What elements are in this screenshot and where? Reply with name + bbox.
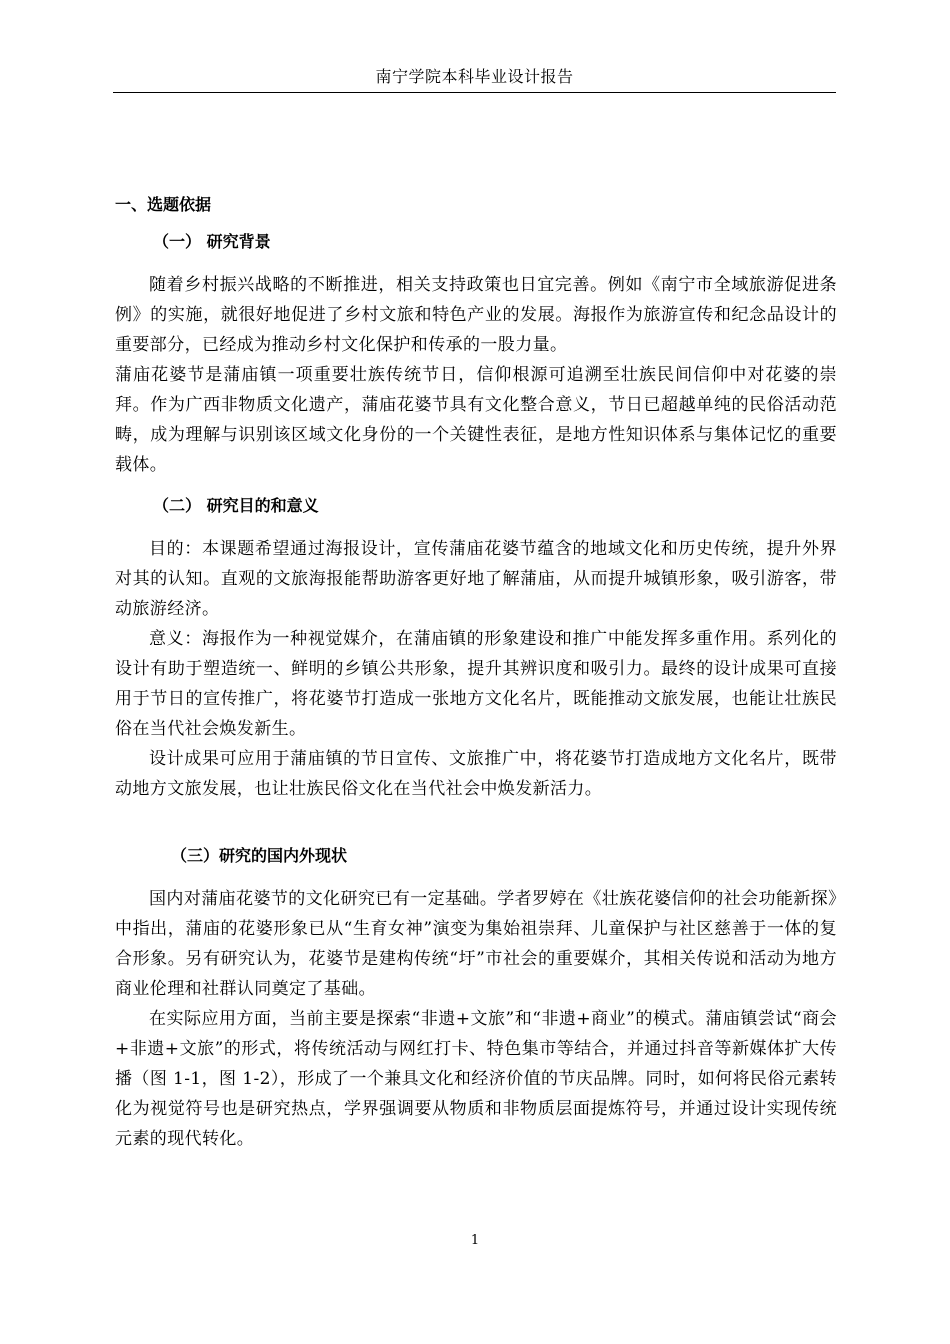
- paragraph-background-2: 蒲庙花婆节是蒲庙镇一项重要壮族传统节日，信仰根源可追溯至壮族民间信仰中对花婆的崇拜。作为广西非物质文化遗产，蒲庙花婆节具有文化整合意义，节日已超越单纯的民俗活动范畴，成为理解与识别该区域文化身份的一个关键性表征，是地方性知识体系与集体记忆的重要载体。: [115, 365, 837, 475]
- subsection-heading-purpose: （二） 研究目的和意义: [153, 496, 319, 515]
- subsection-heading-status: （三）研究的国内外现状: [171, 846, 348, 865]
- subsection-heading-background: （一） 研究背景: [153, 232, 271, 251]
- paragraph-practical-application: 在实际应用方面，当前主要是探索“非遗+文旅”和“非遗+商业”的模式。蒲庙镇尝试“商会+非遗+文旅”的形式，将传统活动与网红打卡、特色集市等结合，并通过抖音等新媒体扩大传播（图 1-1，图 1-2），形成了一个兼具文化和经济价值的节庆品牌。同时，如何将民俗元素转化为视觉符号也是研究热点，学界强调要从物质和非物质层面提炼符号，并通过设计实现传统元素的现代转化。: [115, 1009, 837, 1149]
- paragraph-domestic-research: 国内对蒲庙花婆节的文化研究已有一定基础。学者罗婷在《壮族花婆信仰的社会功能新探》中指出，蒲庙的花婆形象已从“生育女神”演变为集始祖崇拜、儿童保护与社区慈善于一体的复合形象。另有研究认为，花婆节是建构传统“圩”市社会的重要媒介，其相关传说和活动为地方商业伦理和社群认同奠定了基础。: [115, 889, 837, 999]
- header-rule: [113, 92, 836, 93]
- paragraph-application: 设计成果可应用于蒲庙镇的节日宣传、文旅推广中，将花婆节打造成地方文化名片，既带动地方文旅发展，也让壮族民俗文化在当代社会中焕发新活力。: [115, 749, 837, 799]
- page-body: [115, 191, 837, 1154]
- page-header-title: 南宁学院本科毕业设计报告: [375, 67, 574, 86]
- section-heading-basis: 一、选题依据: [115, 195, 212, 214]
- paragraph-background-1: 随着乡村振兴战略的不断推进，相关支持政策也日宜完善。例如《南宁市全域旅游促进条例》的实施，就很好地促进了乡村文旅和特色产业的发展。海报作为旅游宣传和纪念品设计的重要部分，已经成为推动乡村文化保护和传承的一股力量。: [115, 275, 837, 355]
- page-number: 1: [470, 1233, 480, 1248]
- paragraph-purpose: 目的：本课题希望通过海报设计，宣传蒲庙花婆节蕴含的地域文化和历史传统，提升外界对其的认知。直观的文旅海报能帮助游客更好地了解蒲庙，从而提升城镇形象，吸引游客，带动旅游经济。: [115, 539, 837, 619]
- paragraph-significance: 意义：海报作为一种视觉媒介，在蒲庙镇的形象建设和推广中能发挥多重作用。系列化的设计有助于塑造统一、鲜明的乡镇公共形象，提升其辨识度和吸引力。最终的设计成果可直接用于节日的宣传推广，将花婆节打造成一张地方文化名片，既能推动文旅发展，也能让壮族民俗在当代社会焕发新生。: [115, 629, 837, 739]
